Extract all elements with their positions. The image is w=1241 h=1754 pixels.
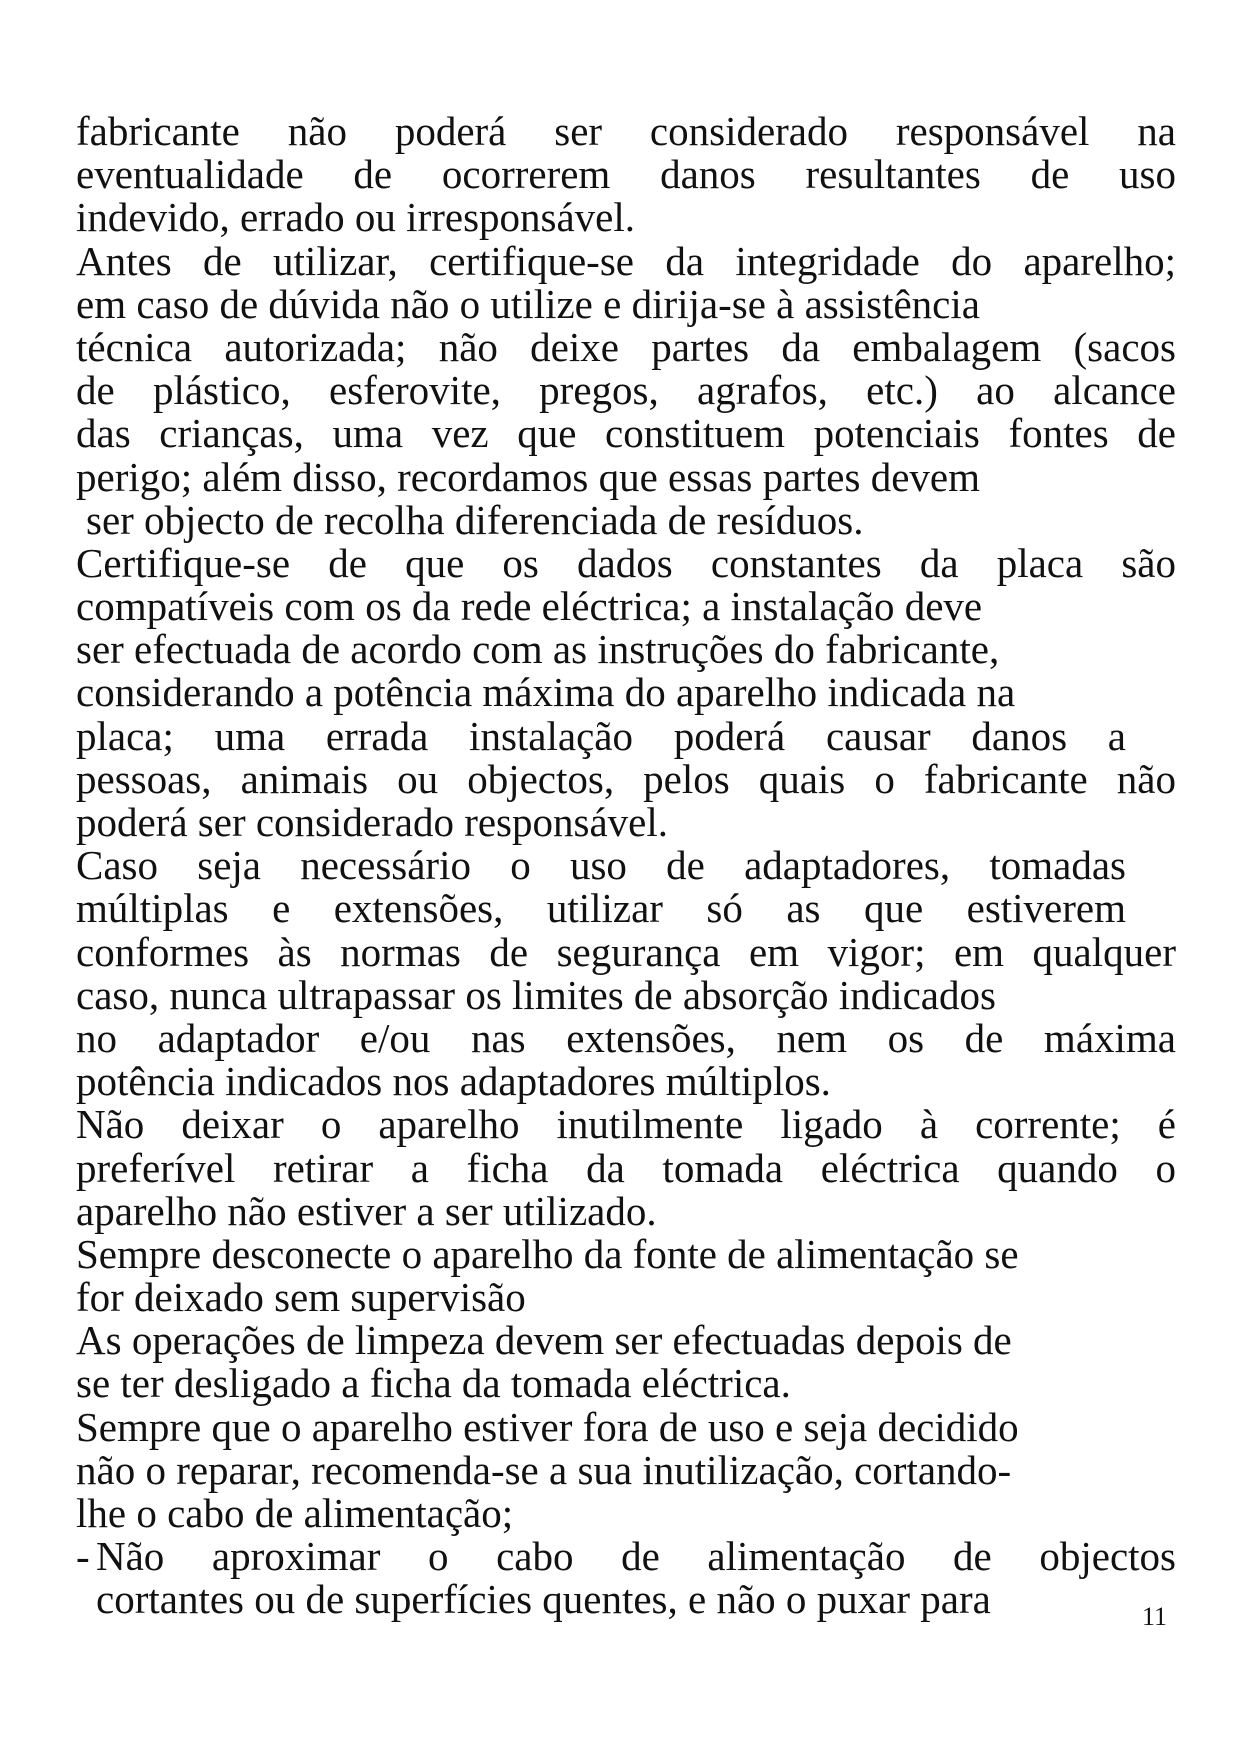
text-line: fabricante não poderá ser considerado responsável na <box>76 108 1176 154</box>
text-line: técnica autorizada; não deixe partes da embalagem (sacos <box>76 323 1176 370</box>
text-line: pessoas, animais ou objectos, pelos quais o fabricante não <box>76 755 1176 802</box>
text-line: no adaptador e/ou nas extensões, nem os de máxima <box>76 1014 1176 1061</box>
body-text <box>76 110 1176 1622</box>
text-line: em caso de dúvida não o utilize e dirija-se à assistência <box>76 280 980 327</box>
text-line: ser objecto de recolha diferenciada de resíduos. <box>86 496 864 543</box>
text-line: preferível retirar a ficha da tomada eléctrica quando o <box>76 1144 1176 1191</box>
text-line: compatíveis com os da rede eléctrica; a instalação deve <box>76 583 983 630</box>
bullet-item <box>76 1535 1176 1578</box>
text-line: considerando a potência máxima do aparelho indicada na <box>76 669 1016 716</box>
text-line: Sempre desconecte o aparelho da fonte de alimentação se <box>76 1230 1019 1277</box>
text-line: não o reparar, recomenda-se a sua inutilização, cortando- <box>76 1446 1012 1493</box>
bullet-dash: - <box>76 1533 90 1580</box>
text-line: poderá ser considerado responsável. <box>76 799 668 845</box>
text-line: múltiplas e extensões, utilizar só as que estiverem <box>76 885 1126 932</box>
text-line: ser efectuada de acordo com as instruções do fabricante, <box>76 626 1000 673</box>
text-line: das crianças, uma vez que constituem potenciais fontes de <box>76 410 1176 457</box>
text-line: Não deixar o aparelho inutilmente ligado à corrente; é <box>76 1101 1176 1148</box>
text-line: potência indicados nos adaptadores múltiplos. <box>76 1058 831 1105</box>
bullet-continuation: cortantes ou de superfícies quentes, e não o puxar para <box>96 1576 991 1623</box>
text-line: Certifique-se de que os dados constantes da placa são <box>76 539 1176 586</box>
text-line: for deixado sem supervisão <box>76 1274 526 1321</box>
text-line: Caso seja necessário o uso de adaptadores, tomadas <box>76 842 1126 889</box>
bullet-text: Não aproximar o cabo de alimentação de objectos <box>96 1533 1176 1580</box>
text-line: Antes de utilizar, certifique-se da integridade do aparelho; <box>76 237 1176 284</box>
text-line: lhe o cabo de alimentação; <box>76 1490 514 1536</box>
text-line: aparelho não estiver a ser utilizado. <box>76 1187 657 1234</box>
text-line: conformes às normas de segurança em vigor; em qualquer <box>76 928 1176 975</box>
text-line: caso, nunca ultrapassar os limites de absorção indicados <box>76 971 996 1018</box>
text-line: As operações de limpeza devem ser efectuadas depois de <box>76 1317 1012 1364</box>
text-line: de plástico, esferovite, pregos, agrafos, etc.) ao alcance <box>76 367 1176 414</box>
text-line: placa; uma errada instalação poderá causar danos a <box>76 712 1126 759</box>
text-line: eventualidade de ocorrerem danos resultantes de uso <box>76 151 1176 198</box>
text-line: se ter desligado a ficha da tomada eléctrica. <box>76 1360 791 1407</box>
page-number: 11 <box>1142 1602 1168 1631</box>
text-line: perigo; além disso, recordamos que essas partes devem <box>76 453 981 500</box>
text-line: Sempre que o aparelho estiver fora de uso e seja decidido <box>76 1403 1019 1450</box>
text-line: indevido, errado ou irresponsável. <box>76 194 636 241</box>
